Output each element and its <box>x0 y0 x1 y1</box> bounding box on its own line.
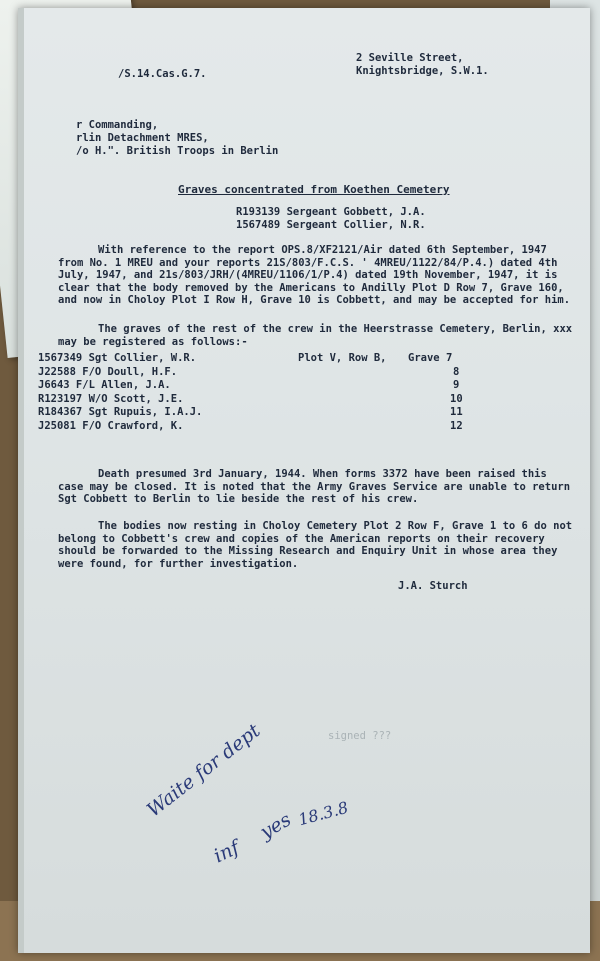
crew-grave-table <box>38 352 463 433</box>
subject-person-2: 1567489 Sergeant Collier, N.R. <box>236 219 426 231</box>
plot-label: Plot V, Row B, <box>298 352 387 364</box>
table-row <box>38 352 458 366</box>
grave-number: 11 <box>450 406 463 418</box>
handwritten-note-line-2: inf <box>210 836 243 868</box>
address-line-2: Knightsbridge, S.W.1. <box>356 65 489 77</box>
paragraph-4: The bodies now resting in Choloy Cemetery Plot 2 Row F, Grave 1 to 6 do not belong to Cobbett's crew and copies of the American reports on their recovery should be forwarded to the Missing Research and Enquiry Unit in whose area they were found, for further investigation. <box>58 520 573 570</box>
crew-name: R184367 Sgt Rupuis, I.A.J. <box>38 406 203 418</box>
address-line-1: 2 Seville Street, <box>356 52 464 64</box>
letter-page <box>18 8 590 953</box>
recipient-line-2: rlin Detachment MRES, <box>76 132 209 144</box>
crew-name: 1567349 Sgt Collier, W.R. <box>38 352 197 364</box>
signatory-name: J.A. Sturch <box>398 580 468 592</box>
handwritten-note-line-3: yes <box>256 808 295 844</box>
paragraph-3: Death presumed 3rd January, 1944. When forms 3372 have been raised this case may be closed. It is noted that the Army Graves Service are unable to return Sgt Cobbett to Berlin to lie beside the rest of his crew. <box>58 468 571 505</box>
table-row <box>38 366 458 380</box>
table-row <box>38 419 463 434</box>
crew-name: J22588 F/O Doull, H.F. <box>38 365 178 378</box>
handwritten-note-line-1: Waite for dept <box>142 719 265 822</box>
table-row <box>38 406 463 420</box>
paragraph-1: With reference to the report OPS.8/XF2121/Air dated 6th September, 1947 from No. 1 MREU and your reports 21S/803/F.C.S. ' 4MREU/1122/84/P.4.) dated 4th July, 1947, and 21s/803/JRH/(4MREU/1106/1/P.4) dated 19th November, 1947, it is clear that the body removed by the Americans to Andilly Plot D Row 7, Grave 160, and now in Choloy Plot I Row H, Grave 10 is Cobbett, and may be accepted for him. <box>58 244 571 306</box>
grave-number: 9 <box>453 379 460 391</box>
crew-name: J6643 F/L Allen, J.A. <box>38 379 171 391</box>
grave-number: 12 <box>450 419 463 432</box>
paragraph-2: The graves of the rest of the crew in the Heerstrasse Cemetery, Berlin, xxx may be registered as follows:- <box>58 323 573 348</box>
show-through-signed: signed ??? <box>328 730 392 742</box>
table-row <box>38 379 458 393</box>
crew-name: R123197 W/O Scott, J.E. <box>38 392 184 405</box>
grave-label: Grave 7 <box>408 352 453 364</box>
handwritten-date: 18.3.8 <box>296 797 351 830</box>
recipient-line-1: r Commanding, <box>76 119 159 131</box>
grave-number: 8 <box>453 365 460 378</box>
subject-person-1: R193139 Sergeant Gobbett, J.A. <box>236 206 426 218</box>
page-edge-shadow <box>18 8 24 953</box>
subject-title: Graves concentrated from Koethen Cemetery <box>178 183 450 196</box>
reference-number: /S.14.Cas.G.7. <box>118 68 207 80</box>
crew-name: J25081 F/O Crawford, K. <box>38 419 184 432</box>
recipient-line-3: /o H.". British Troops in Berlin <box>76 145 279 157</box>
grave-number: 10 <box>450 392 463 405</box>
table-row <box>38 392 463 407</box>
